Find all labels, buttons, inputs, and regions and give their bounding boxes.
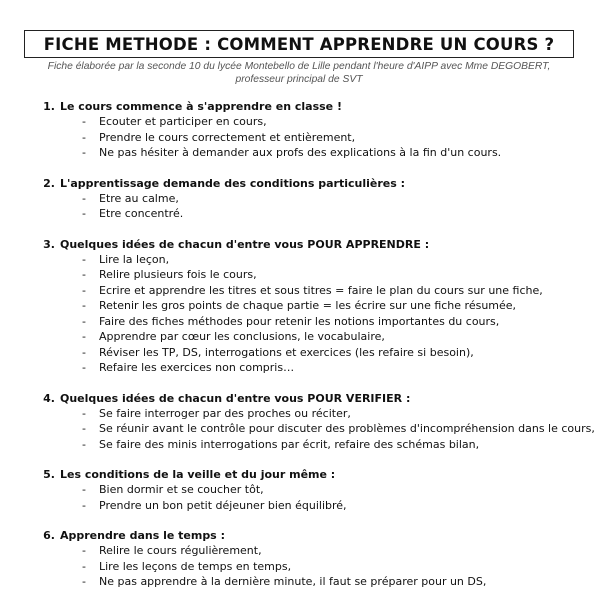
item-text: Bien dormir et se coucher tôt, bbox=[99, 483, 264, 496]
bullet-dash: - bbox=[82, 252, 86, 266]
item-text: Retenir les gros points de chaque partie = les écrire sur une fiche résumée, bbox=[99, 299, 517, 312]
list-item bbox=[0, 267, 600, 283]
bullet-dash: - bbox=[82, 559, 86, 573]
bullet-dash: - bbox=[82, 314, 86, 328]
bullet-dash: - bbox=[82, 115, 86, 128]
section-3 bbox=[0, 238, 600, 376]
list-item bbox=[0, 574, 600, 590]
bullet-dash: - bbox=[82, 483, 86, 496]
item-text: Ne pas hésiter à demander aux profs des explications à la fin d'un cours. bbox=[99, 146, 502, 159]
section-2 bbox=[0, 177, 600, 222]
bullet-dash: - bbox=[82, 268, 86, 281]
item-text: Etre au calme, bbox=[99, 191, 179, 205]
subtitle-line-1: Fiche élaborée par la seconde 10 du lycée Montebello de Lille pendant l'heure d'AIPP avec Mme DEGOBERT, bbox=[47, 61, 551, 72]
bullet-dash: - bbox=[82, 361, 86, 374]
section-number: 4. bbox=[43, 391, 55, 405]
section-heading bbox=[0, 392, 600, 406]
section-heading bbox=[0, 100, 600, 114]
item-list bbox=[0, 252, 600, 376]
bullet-dash: - bbox=[82, 544, 86, 557]
item-list bbox=[0, 543, 600, 590]
section-title: Le cours commence à s'apprendre en classe ! bbox=[60, 100, 342, 113]
section-number: 1. bbox=[43, 100, 55, 113]
item-text: Réviser les TP, DS, interrogations et exercices (les refaire si besoin), bbox=[99, 345, 474, 359]
list-item bbox=[0, 345, 600, 361]
title-box bbox=[24, 30, 574, 58]
item-list bbox=[0, 482, 600, 513]
bullet-dash: - bbox=[82, 130, 86, 144]
subtitle-line-2: professeur principal de SVT bbox=[235, 73, 363, 85]
bullet-dash: - bbox=[82, 345, 86, 359]
item-text: Relire plusieurs fois le cours, bbox=[99, 268, 257, 281]
subtitle bbox=[24, 61, 574, 86]
list-item bbox=[0, 206, 600, 222]
item-text: Relire le cours régulièrement, bbox=[99, 544, 262, 557]
item-list bbox=[0, 406, 600, 453]
bullet-dash: - bbox=[82, 207, 86, 220]
section-title: L'apprentissage demande des conditions particulières : bbox=[60, 176, 406, 190]
list-item bbox=[0, 114, 600, 130]
item-text: Se faire des minis interrogations par écrit, refaire des schémas bilan, bbox=[99, 437, 480, 451]
item-text: Refaire les exercices non compris… bbox=[99, 361, 295, 374]
method-content bbox=[0, 100, 600, 606]
item-text: Prendre un bon petit déjeuner bien équilibré, bbox=[99, 498, 347, 512]
bullet-dash: - bbox=[82, 422, 86, 435]
bullet-dash: - bbox=[82, 146, 86, 159]
list-item bbox=[0, 298, 600, 314]
page-title: FICHE METHODE : COMMENT APPRENDRE UN COURS ? bbox=[43, 34, 555, 54]
list-item bbox=[0, 314, 600, 330]
list-item bbox=[0, 329, 600, 345]
list-item bbox=[0, 283, 600, 299]
bullet-dash: - bbox=[82, 191, 86, 205]
bullet-dash: - bbox=[82, 330, 86, 343]
list-item bbox=[0, 543, 600, 559]
item-text: Apprendre par cœur les conclusions, le vocabulaire, bbox=[99, 330, 385, 343]
section-heading bbox=[0, 238, 600, 252]
item-text: Prendre le cours correctement et entièrement, bbox=[99, 130, 356, 144]
section-number: 2. bbox=[43, 176, 55, 190]
bullet-dash: - bbox=[82, 498, 86, 512]
section-number: 3. bbox=[43, 237, 55, 251]
section-number: 5. bbox=[43, 468, 55, 481]
section-title: Quelques idées de chacun d'entre vous POUR VERIFIER : bbox=[60, 391, 411, 405]
bullet-dash: - bbox=[82, 406, 86, 420]
section-title: Quelques idées de chacun d'entre vous POUR APPRENDRE : bbox=[60, 237, 430, 251]
section-heading bbox=[0, 177, 600, 191]
bullet-dash: - bbox=[82, 283, 86, 297]
list-item bbox=[0, 437, 600, 453]
bullet-dash: - bbox=[82, 575, 86, 588]
list-item bbox=[0, 421, 600, 437]
section-heading bbox=[0, 468, 600, 482]
list-item bbox=[0, 130, 600, 146]
item-text: Faire des fiches méthodes pour retenir les notions importantes du cours, bbox=[99, 314, 500, 328]
item-text: Lire la leçon, bbox=[99, 252, 170, 266]
item-text: Ne pas apprendre à la dernière minute, il faut se préparer pour un DS, bbox=[99, 575, 487, 588]
item-text: Lire les leçons de temps en temps, bbox=[99, 559, 292, 573]
bullet-dash: - bbox=[82, 299, 86, 312]
section-title: Apprendre dans le temps : bbox=[60, 529, 225, 542]
list-item bbox=[0, 559, 600, 575]
section-5 bbox=[0, 468, 600, 513]
item-text: Se faire interroger par des proches ou réciter, bbox=[99, 406, 351, 420]
section-heading bbox=[0, 529, 600, 543]
list-item bbox=[0, 482, 600, 498]
list-item bbox=[0, 406, 600, 422]
item-text: Se réunir avant le contrôle pour discuter des problèmes d'incompréhension dans le cours, bbox=[99, 422, 595, 435]
item-text: Ecrire et apprendre les titres et sous titres = faire le plan du cours sur une fiche, bbox=[99, 283, 543, 297]
item-text: Etre concentré. bbox=[99, 207, 184, 220]
section-6 bbox=[0, 529, 600, 590]
bullet-dash: - bbox=[82, 437, 86, 451]
list-item bbox=[0, 360, 600, 376]
item-list bbox=[0, 191, 600, 222]
list-item bbox=[0, 191, 600, 207]
section-1 bbox=[0, 100, 600, 161]
list-item bbox=[0, 145, 600, 161]
list-item bbox=[0, 498, 600, 514]
section-4 bbox=[0, 392, 600, 453]
list-item bbox=[0, 252, 600, 268]
item-list bbox=[0, 114, 600, 161]
section-title: Les conditions de la veille et du jour même : bbox=[60, 468, 336, 481]
section-number: 6. bbox=[43, 529, 55, 542]
item-text: Ecouter et participer en cours, bbox=[99, 115, 267, 128]
